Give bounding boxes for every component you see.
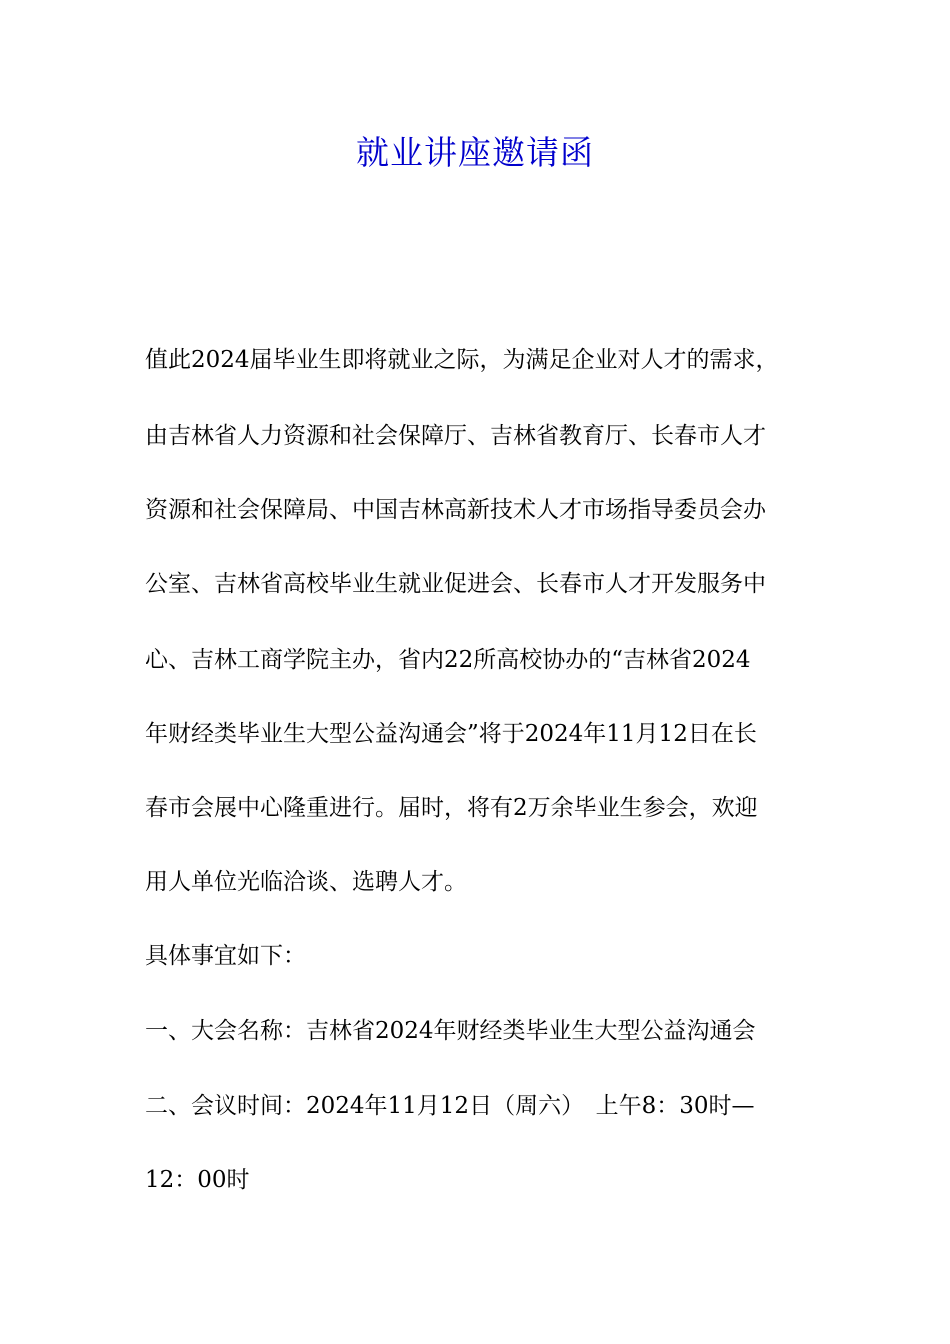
event-name-line: 一、大会名称：吉林省2024年财经类毕业生大型公益沟通会 [145,1018,756,1044]
details-intro: 具体事宜如下： [145,943,306,969]
body-line-6: 年财经类毕业生大型公益沟通会”将于2024年11月12日在长 [145,721,757,747]
event-time-line: 二、会议时间：2024年11月12日（周六） 上午8：30时— [145,1093,755,1119]
document-title: 就业讲座邀请函 [356,133,594,172]
body-line-5: 心、吉林工商学院主办，省内22所高校协办的“吉林省2024 [145,647,751,673]
body-line-8: 用人单位光临洽谈、选聘人才。 [145,869,467,895]
body-line-7: 春市会展中心隆重进行。届时，将有2万余毕业生参会，欢迎 [145,795,758,821]
body-line-1: 值此2024届毕业生即将就业之际，为满足企业对人才的需求， [145,347,779,373]
body-line-3: 资源和社会保障局、中国吉林高新技术人才市场指导委员会办 [145,497,766,523]
body-line-4: 公室、吉林省高校毕业生就业促进会、长春市人才开发服务中 [145,571,766,597]
event-time-end-line: 12：00时 [145,1167,250,1193]
body-line-2: 由吉林省人力资源和社会保障厅、吉林省教育厅、长春市人才 [145,423,766,449]
